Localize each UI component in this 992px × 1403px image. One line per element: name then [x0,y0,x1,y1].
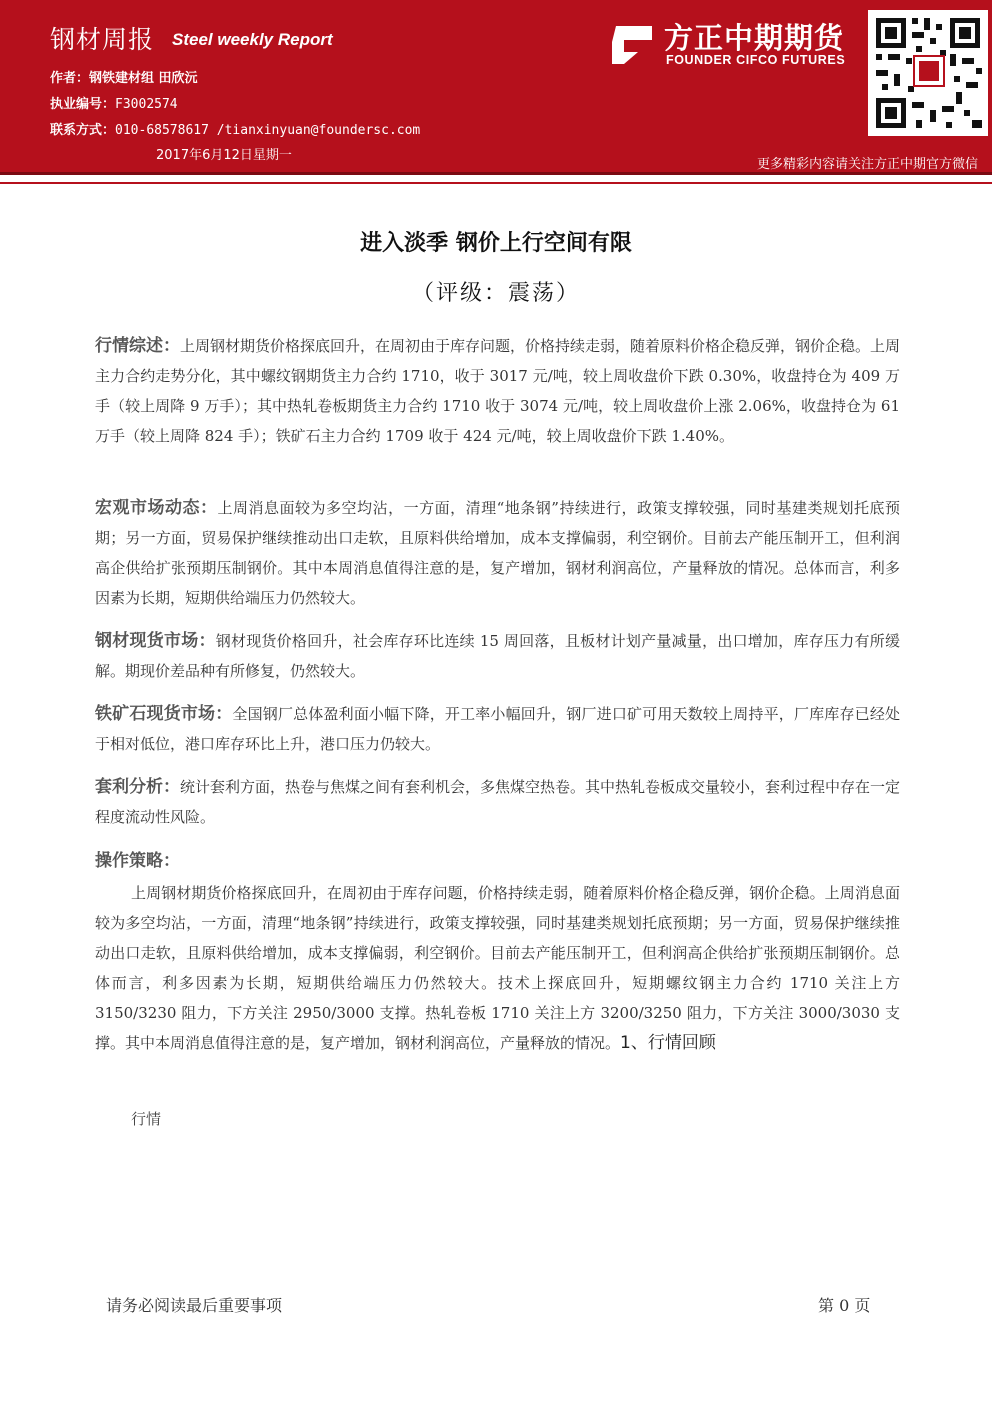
header-band-edge [0,172,992,175]
steel-spot-section [95,626,900,686]
section-text: 上周消息面较为多空均沾，一方面，清理“地条钢”持续进行，政策支撑较强，同时基建类规划托底预期；另一方面，贸易保护继续推动出口走软，且原料供给增加，成本支撑偏弱，利空钢价。目前去产能压制开工，但利润高企供给扩张预期压制钢价。其中本周消息值得注意的是，复产增加，钢材利润高位，产量释放的情况。总体而言，利多因素为长期，短期供给端压力仍然较大。 [95,499,901,607]
section-label: 宏观市场动态： [95,498,218,518]
document-rating: （评级：震荡） [411,281,580,306]
license-line [50,93,178,112]
ore-spot-section [95,699,900,759]
report-title: 钢材周报 [50,25,155,54]
section-text: 钢材现货价格回升，社会库存环比连续 15 周回落，且板材计划产量减量，出口增加，库存压力有所缓解。期现价差品种有所修复，仍然较大。 [95,632,900,680]
document-title: 进入淡季 钢价上行空间有限 [360,231,632,256]
strategy-section [95,878,900,1058]
market-summary-section [95,331,900,451]
section-label: 钢材现货市场： [95,631,216,651]
author-value: 钢铁建材组 田欣沅 [89,71,198,86]
trailing-word: 行情 [131,1110,162,1128]
header-divider [0,182,992,184]
license-value: F3002574 [115,97,178,112]
brand-name-en: FOUNDER CIFCO FUTURES [666,53,846,67]
license-label: 执业编号： [50,97,116,112]
section-label: 套利分析： [95,777,180,797]
section-text: 上周钢材期货价格探底回升，在周初由于库存问题，价格持续走弱，随着原料价格企稳反弹，钢价企稳。上周主力合约走势分化，其中螺纹钢期货主力合约 1710，收于 3017 元/吨，较上周收盘价下跌 0.30%，收盘持仓为 409 万手（较上周降 9 万手）；其中热轧卷板期货主力合约 1710 收于 3074 元/吨，较上周收盘价上涨 2.06%，收盘持仓为 61 万手（较上周降 824 手）；铁矿石主力合约 1709 收于 424 元/吨，较上周收盘价下跌 1.40%。 [95,337,901,445]
author-label: 作者： [50,71,90,86]
brand-name-cn: 方正中期期货 [664,21,845,55]
arbitrage-section [95,772,900,832]
macro-section [95,493,900,613]
section-text: 统计套利方面，热卷与焦煤之间有套利机会，多焦煤空热卷。其中热轧卷板成交量较小，套利过程中存在一定程度流动性风险。 [95,778,901,826]
contact-value: 010-68578617 /tianxinyuan@foundersc.com [115,123,421,138]
footer-notice: 请务必阅读最后重要事项 [106,1296,283,1315]
report-date: 2017年6月12日星期一 [156,148,292,163]
wechat-follow-note: 更多精彩内容请关注方正中期官方微信 [756,157,978,172]
strategy-label: 操作策略： [95,851,180,871]
section-text: 全国钢厂总体盈利面小幅下降，开工率小幅回升，钢厂进口矿可用天数较上周持平，厂库库存已经处于相对低位，港口库存环比上升，港口压力仍较大。 [95,705,901,753]
founder-logo-icon [608,22,654,68]
contact-line [50,119,420,138]
author-line [50,67,198,86]
contact-label: 联系方式： [50,123,116,138]
wechat-qr-code-icon [868,10,988,136]
section-text: 上周钢材期货价格探底回升，在周初由于库存问题，价格持续走弱，随着原料价格企稳反弹，钢价企稳。上周消息面较为多空均沾，一方面，清理“地条钢”持续进行，政策支撑较强，同时基建类规划托底预期；另一方面，贸易保护继续推动出口走软，且原料供给增加，成本支撑偏弱，利空钢价。目前去产能压制开工，但利润高企供给扩张预期压制钢价。总体而言，利多因素为长期，短期供给端压力仍然较大。技术上探底回升，短期螺纹钢主力合约 1710 关注上方 3150/3230 阻力，下方关注 2950/3000 支撑。热轧卷板 1710 关注上方 3200/3250 阻力，下方关注 3000/3030 支撑。其中本周消息值得注意的是，复产增加，钢材利润高位，产量释放的情况。 [95,884,900,1052]
section-label: 铁矿石现货市场： [95,704,233,724]
section-label: 行情综述： [95,336,180,356]
page-number: 第 0 页 [818,1296,871,1315]
report-subtitle: Steel weekly Report [172,30,333,49]
review-heading: 1、行情回顾 [620,1033,716,1053]
